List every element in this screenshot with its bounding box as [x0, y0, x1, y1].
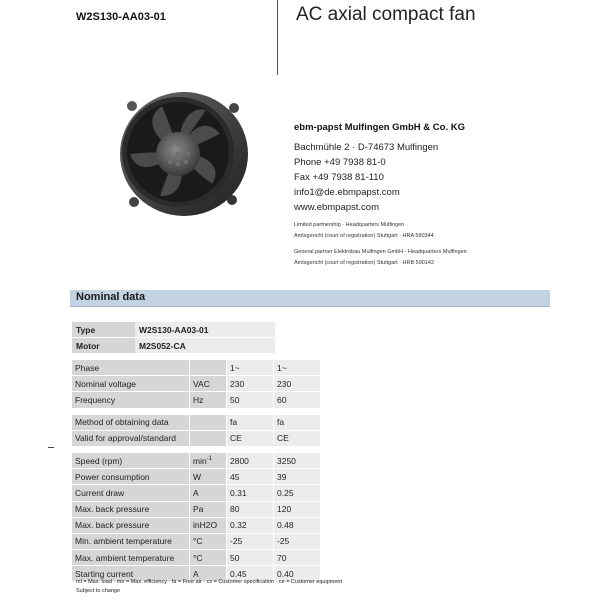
parameter-cell: Nominal voltage [72, 376, 190, 392]
parameter-cell: Max. back pressure [72, 501, 190, 517]
unit-cell: inH2O [190, 517, 227, 533]
company-phone: Phone +49 7938 81-0 [294, 157, 386, 168]
legal-line-1a: Limited partnership · Headquarters Mulfingen [294, 222, 405, 228]
value-50hz-cell: 0.32 [227, 517, 274, 533]
value-50hz-cell: -25 [227, 533, 274, 549]
value-60hz-cell: 0.25 [274, 485, 321, 501]
parameter-cell: Method of obtaining data [72, 414, 190, 430]
unit-cell [190, 414, 227, 430]
value-50hz-cell: 50 [227, 392, 274, 408]
legal-line-2b: Amtsgericht (court of registration) Stuttgart · HRB 590142 [294, 260, 435, 266]
company-fax: Fax +49 7938 81-110 [294, 172, 384, 183]
legal-line-2a: General partner Elektrobau Mulfingen GmbH · Headquarters Mulfingen [294, 249, 467, 255]
model-code: W2S130-AA03-01 [76, 11, 166, 23]
value-60hz-cell: CE [274, 430, 321, 446]
parameter-cell: Max. back pressure [72, 517, 190, 533]
value-60hz-cell: 0.48 [274, 517, 321, 533]
type-motor-table [72, 322, 275, 354]
motor-row [72, 338, 275, 354]
unit-cell: Hz [190, 392, 227, 408]
parameter-cell: Starting current [72, 566, 190, 582]
motor-value: M2S052-CA [135, 338, 275, 354]
fan-product-image [112, 82, 252, 222]
unit-cell: A [190, 485, 227, 501]
unit-cell: °C [190, 550, 227, 566]
value-50hz-cell: CE [227, 430, 274, 446]
nominal-data-table [72, 360, 321, 582]
value-60hz-cell: -25 [274, 533, 321, 549]
value-50hz-cell: 230 [227, 376, 274, 392]
unit-cell: W [190, 469, 227, 485]
footnote-notice: Subject to change [76, 588, 121, 594]
table-row [72, 517, 321, 533]
header-divider [277, 0, 278, 75]
value-60hz-cell: 70 [274, 550, 321, 566]
value-60hz-cell: 0.40 [274, 566, 321, 582]
table-row [72, 376, 321, 392]
legal-line-1b: Amtsgericht (court of registration) Stuttgart · HRA 590344 [294, 233, 434, 239]
footnote [76, 578, 342, 596]
value-60hz-cell: 3250 [274, 452, 321, 468]
table-row [72, 360, 321, 376]
parameter-cell: Power consumption [72, 469, 190, 485]
parameter-cell: Min. ambient temperature [72, 533, 190, 549]
value-60hz-cell: 230 [274, 376, 321, 392]
company-name: ebm-papst Mulfingen GmbH & Co. KG [294, 122, 465, 133]
unit-cell: A [190, 566, 227, 582]
parameter-cell: Valid for approval/standard [72, 430, 190, 446]
section-title: Nominal data [76, 291, 146, 303]
unit-superscript: -1 [206, 455, 213, 462]
type-label: Type [72, 322, 135, 338]
company-info [294, 122, 584, 269]
value-60hz-cell: 60 [274, 392, 321, 408]
unit-cell [190, 360, 227, 376]
value-50hz-cell: 45 [227, 469, 274, 485]
company-address: Bachmühle 2 · D-74673 Mulfingen [294, 142, 439, 153]
margin-mark [48, 447, 54, 448]
value-50hz-cell: 50 [227, 550, 274, 566]
value-60hz-cell: fa [274, 414, 321, 430]
value-50hz-cell: 2800 [227, 452, 274, 468]
value-60hz-cell: 39 [274, 469, 321, 485]
value-50hz-cell: 80 [227, 501, 274, 517]
footnote-legend: ml = Max. load · me = Max. efficiency · fa = Free air · cs = Customer specification · ce = Customer equipment [76, 579, 342, 585]
table-row [72, 414, 321, 430]
type-row [72, 322, 275, 338]
parameter-cell: Max. ambient temperature [72, 550, 190, 566]
unit-cell: Pa [190, 501, 227, 517]
parameter-cell: Phase [72, 360, 190, 376]
table-row [72, 501, 321, 517]
company-website[interactable]: www.ebmpapst.com [294, 202, 380, 213]
table-row [72, 469, 321, 485]
value-60hz-cell: 120 [274, 501, 321, 517]
table-row [72, 485, 321, 501]
table-row [72, 550, 321, 566]
table-row [72, 392, 321, 408]
parameter-cell: Current draw [72, 485, 190, 501]
unit-cell: VAC [190, 376, 227, 392]
type-value: W2S130-AA03-01 [135, 322, 275, 338]
company-email[interactable]: info1@de.ebmpapst.com [294, 187, 400, 198]
nominal-data-header [70, 290, 550, 307]
unit-cell [190, 430, 227, 446]
table-row [72, 533, 321, 549]
value-60hz-cell: 1~ [274, 360, 321, 376]
value-50hz-cell: fa [227, 414, 274, 430]
value-50hz-cell: 1~ [227, 360, 274, 376]
document-title: AC axial compact fan [296, 4, 476, 25]
value-50hz-cell: 0.31 [227, 485, 274, 501]
parameter-cell: Frequency [72, 392, 190, 408]
table-row [72, 452, 321, 468]
table-row [72, 430, 321, 446]
motor-label: Motor [72, 338, 135, 354]
value-50hz-cell: 0.45 [227, 566, 274, 582]
unit-cell: $\min^{-1}$ [190, 452, 227, 468]
parameter-cell: Speed (rpm) [72, 452, 190, 468]
unit-cell: °C [190, 533, 227, 549]
